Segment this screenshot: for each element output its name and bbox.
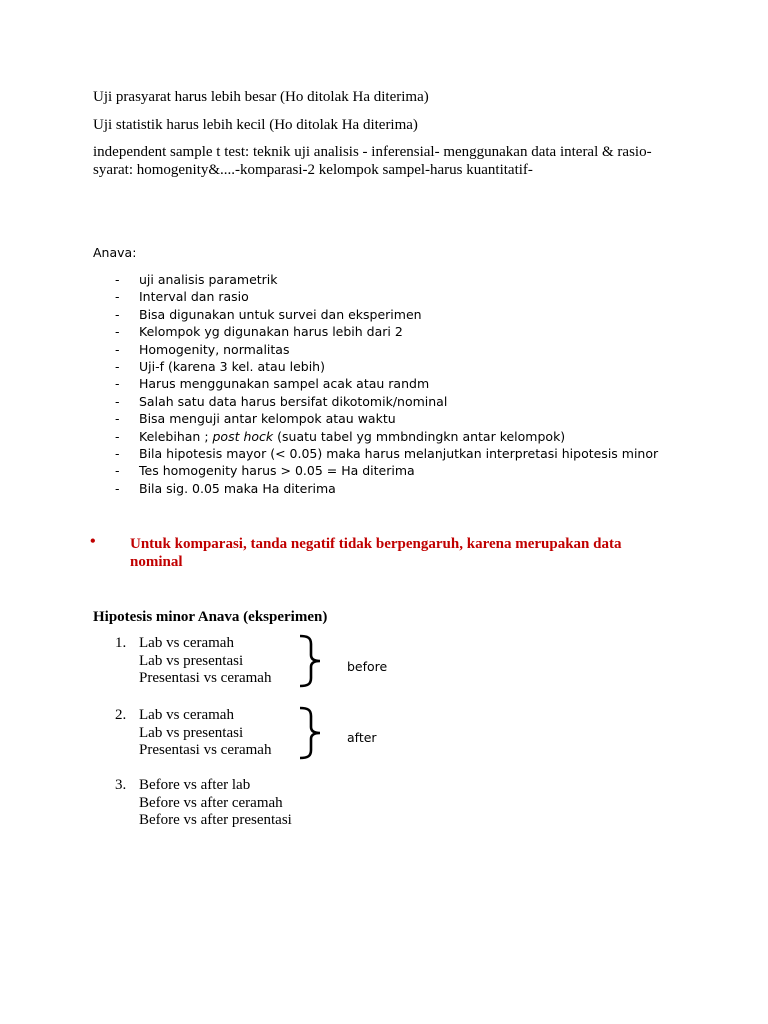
comparison-line: Lab vs ceramah [139, 707, 234, 723]
list-item-text: Bisa menguji antar kelompok atau waktu [139, 411, 396, 427]
comparison-line: Lab vs ceramah [139, 635, 234, 651]
kelebihan-italic: post hock [212, 428, 274, 444]
list-item [93, 288, 658, 305]
comparison-line: Presentasi vs ceramah [139, 742, 272, 759]
dash-marker: - [115, 272, 120, 287]
list-item [93, 271, 658, 288]
list-item-text: uji analisis parametrik [139, 272, 278, 287]
paragraph-uji-prasyarat: Uji prasyarat harus lebih besar (Ho ditolak Ha diterima) [93, 89, 429, 105]
list-item [93, 306, 658, 323]
dash-marker: - [115, 411, 120, 427]
dash-marker: - [115, 393, 120, 409]
list-item [93, 393, 658, 410]
list-item [93, 375, 658, 392]
list-item-text: Homogenity, normalitas [139, 341, 290, 357]
list-item [93, 410, 658, 427]
comparison-line: Presentasi vs ceramah [139, 670, 272, 687]
list-item [93, 341, 658, 358]
right-brace-icon [298, 706, 324, 760]
list-item-kelebihan [93, 428, 658, 445]
hipotesis-heading: Hipotesis minor Anava (eksperimen) [93, 609, 328, 625]
bullet-icon: • [90, 533, 96, 550]
list-item [93, 323, 658, 340]
group-number: 3. [115, 777, 127, 793]
comparison-line: Before vs after presentasi [139, 812, 292, 829]
list-item [93, 445, 658, 462]
dash-marker: - [115, 324, 120, 340]
dash-marker: - [115, 289, 120, 305]
dash-marker: - [115, 480, 120, 496]
group-number: 2. [115, 707, 127, 723]
list-item-text: Bila sig. 0.05 maka Ha diterima [139, 480, 336, 496]
kelebihan-suffix: (suatu tabel yg mmbndingkn antar kelompok) [273, 428, 566, 444]
right-brace-icon [298, 634, 324, 688]
kelebihan-prefix: Kelebihan ; [139, 428, 213, 444]
comparison-line: Lab vs presentasi [139, 724, 244, 741]
before-label: before [347, 659, 388, 674]
list-item-text: Interval dan rasio [139, 289, 249, 305]
dash-marker: - [115, 341, 120, 357]
list-item [93, 358, 658, 375]
dash-marker: - [115, 428, 120, 444]
list-item-text: Tes homogenity harus > 0.05 = Ha diterima [139, 463, 415, 479]
dash-marker: - [115, 445, 120, 461]
anava-heading: Anava: [93, 245, 137, 260]
anava-list [93, 271, 658, 497]
list-item [93, 462, 658, 479]
komparasi-note [90, 533, 663, 571]
comparison-line: Before vs after ceramah [139, 794, 283, 811]
dash-marker: - [115, 358, 120, 374]
group-number: 1. [115, 635, 127, 651]
list-item-text: Kelompok yg digunakan harus lebih dari 2 [139, 324, 403, 340]
dash-marker: - [115, 306, 120, 322]
paragraph-uji-statistik: Uji statistik harus lebih kecil (Ho ditolak Ha diterima) [93, 117, 418, 133]
comparison-line: Before vs after lab [139, 777, 251, 793]
dash-marker: - [115, 376, 120, 392]
list-item-text: Harus menggunakan sampel acak atau randm [139, 376, 430, 392]
list-item-text: Salah satu data harus bersifat dikotomik/nominal [139, 393, 448, 409]
list-item-text: Bisa digunakan untuk survei dan eksperimen [139, 306, 422, 322]
list-item [93, 480, 658, 497]
komparasi-note-text: Untuk komparasi, tanda negatif tidak berpengaruh, karena merupakan data nominal [130, 536, 622, 570]
dash-marker: - [115, 463, 120, 479]
comparison-line: Lab vs presentasi [139, 652, 244, 669]
list-item-text: Bila hipotesis mayor (< 0.05) maka harus melanjutkan interpretasi hipotesis minor [139, 445, 659, 461]
after-label: after [347, 730, 377, 745]
list-item-text: Uji-f (karena 3 kel. atau lebih) [139, 358, 325, 374]
paragraph-independent-t-test: independent sample t test: teknik uji analisis - inferensial- menggunakan data interal & rasio-syarat: homogenity&....-komparasi-2 kelompok sampel-harus kuantitatif- [93, 144, 652, 178]
